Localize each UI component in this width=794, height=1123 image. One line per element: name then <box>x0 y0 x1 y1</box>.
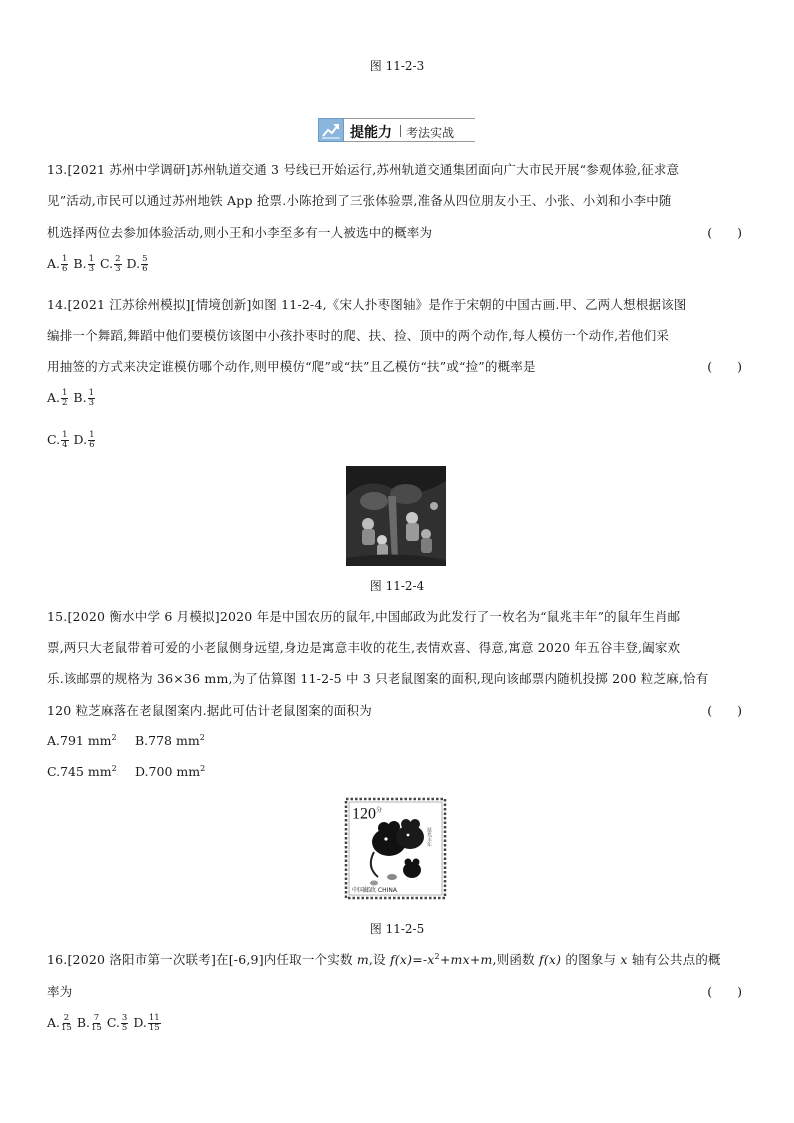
banner-title: 提能力 <box>350 125 392 141</box>
q14-option-a: A. $\frac{1}{2}$ <box>47 388 68 408</box>
figure-caption-11-2-5: 图 11-2-5 <box>369 922 425 936</box>
q15-option-a: A.791 $mm^2$ <box>47 733 117 749</box>
q15-line-1: 15.[2020 衡水中学 6 月模拟]2020 年是中国农历的鼠年,中国邮政为此发行了一枚名为“鼠兆丰年”的鼠年生肖邮 <box>47 609 681 624</box>
q13-option-d: D. $\frac{5}{6}$ <box>126 254 148 274</box>
q16-option-b: B. $\frac{7}{15}$ <box>76 1013 102 1033</box>
q13-answer-blank: ( ) <box>707 225 742 240</box>
stamp-face-value: $120^分$ <box>352 805 383 823</box>
q14-option-b: B. $\frac{1}{3}$ <box>73 388 95 408</box>
figure-caption-11-2-3: 图 11-2-3 <box>369 59 425 73</box>
q15-options-row-2 <box>47 764 205 779</box>
q16-line-1: 16.[2020 洛阳市第一次联考]在[-6,9]内任取一个实数 m,设 $f(x)=-x^2+mx+m$,则函数 f(x) 的图象与 x 轴有公共点的概 <box>47 951 721 967</box>
section-banner <box>318 118 475 142</box>
figure-caption-11-2-4: 图 11-2-4 <box>369 579 425 593</box>
q13-option-a: A. $\frac{1}{6}$ <box>47 254 68 274</box>
stamp-brand: 中国邮政 CHINA <box>352 887 397 894</box>
q15-line-3: 乐.该邮票的规格为 36×36 mm,为了估算图 11-2-5 中 3 只老鼠图案的面积,现向该邮票内随机投掷 200 粒芝麻,恰有 <box>47 671 709 686</box>
q14-option-c: C. $\frac{1}{4}$ <box>47 430 68 450</box>
q13-line-1: 13.[2021 苏州中学调研]苏州轨道交通 3 号线已开始运行,苏州轨道交通集团面向广大市民开展“参观体验,征求意 <box>47 162 680 177</box>
q14-options-row-1 <box>47 389 96 408</box>
q14-line-3: 用抽签的方式来决定谁模仿哪个动作,则甲模仿“爬”或“扶”且乙模仿“扶”或“捡”的概率是 <box>47 359 536 374</box>
q14-line-1: 14.[2021 江苏徐州模拟][情境创新]如图 11-2-4,《宋人扑枣图轴》是作于宋朝的中国古画.甲、乙两人想根据该图 <box>47 297 687 312</box>
chart-up-icon <box>318 118 344 142</box>
q14-answer-blank: ( ) <box>707 359 742 374</box>
q16-option-a: A. $\frac{2}{15}$ <box>47 1013 72 1033</box>
q15-option-c: C.745 $mm^2$ <box>47 764 117 780</box>
svg-text:鼠兆丰年: 鼠兆丰年 <box>426 827 432 847</box>
q15-option-b: B.778 $mm^2$ <box>134 733 205 749</box>
q13-option-c: C. $\frac{2}{3}$ <box>100 254 121 274</box>
q16-answer-blank: ( ) <box>707 984 742 999</box>
q15-line-2: 票,两只大老鼠带着可爱的小老鼠侧身远望,身边是寓意丰收的花生,表情欢喜、得意,寓意 2020 年五谷丰登,阖家欢 <box>47 640 681 655</box>
q14-option-d: D. $\frac{1}{6}$ <box>73 430 95 450</box>
rat-stamp-image <box>344 797 447 900</box>
banner-subtitle: 考法实战 <box>406 126 455 140</box>
q16-options <box>47 1014 162 1033</box>
q13-option-b: B. $\frac{1}{3}$ <box>73 254 95 274</box>
q14-options-row-2 <box>47 431 96 450</box>
banner-divider <box>400 125 401 137</box>
q15-line-4: 120 粒芝麻落在老鼠图案内.据此可估计老鼠图案的面积为 <box>47 703 372 718</box>
q16-option-c: C. $\frac{3}{5}$ <box>106 1013 128 1033</box>
q14-line-2: 编排一个舞蹈,舞蹈中他们要模仿该图中小孩扑枣时的爬、扶、捡、顶中的两个动作,每人模仿一个动作,若他们采 <box>47 328 670 343</box>
q13-options <box>47 255 149 274</box>
q15-options-row-1 <box>47 733 205 748</box>
q13-line-2: 见”活动,市民可以通过苏州地铁 App 抢票.小陈抢到了三张体验票,准备从四位朋友小王、小张、小刘和小李中随 <box>47 193 672 208</box>
song-painting-image <box>346 466 446 566</box>
q15-answer-blank: ( ) <box>707 703 742 718</box>
q15-option-d: D.700 $mm^2$ <box>134 764 206 780</box>
q16-line-2: 率为 <box>47 984 73 999</box>
q13-line-3: 机选择两位去参加体验活动,则小王和小李至多有一人被选中的概率为 <box>47 225 433 240</box>
q16-option-d: D. $\frac{11}{15}$ <box>133 1013 160 1033</box>
